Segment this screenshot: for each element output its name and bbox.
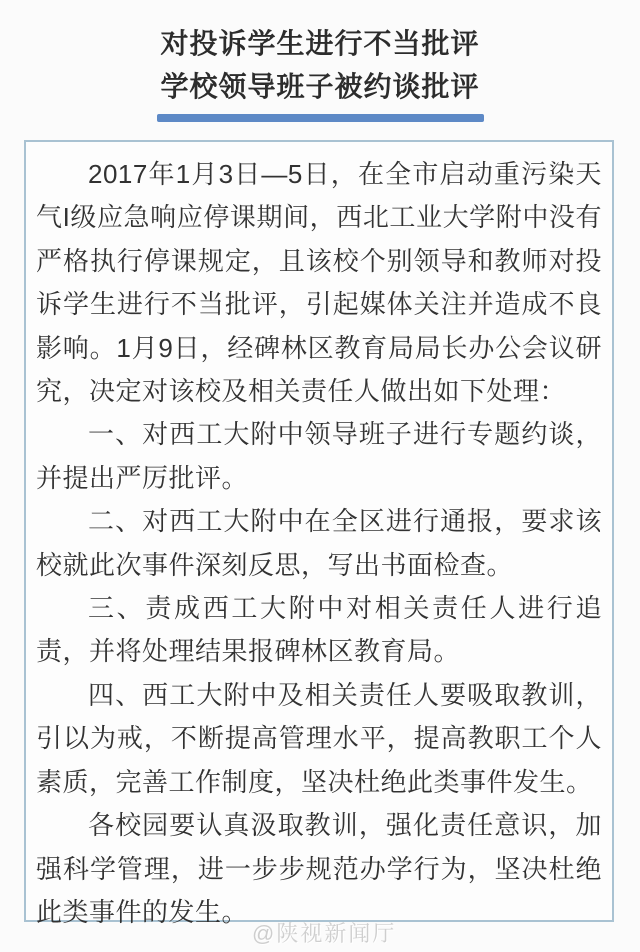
title-line-2: 学校领导班子被约谈批评 [160,71,480,102]
notice-paragraph-item-4: 四、西工大附中及相关责任人要吸取教训，引以为戒，不断提高管理水平，提高教职工个人素质，完善工作制度，坚决杜绝此类事件发生。 [36,679,602,797]
notice-paragraph-item-2: 二、对西工大附中在全区进行通报，要求该校就此次事件深刻反思，写出书面检查。 [36,506,602,580]
page-title [0,0,640,108]
notice-paragraph-closing: 各校园要认真汲取教训，强化责任意识，加强科学管理，进一步步规范办学行为，坚决杜绝此类事件的发生。 [36,810,602,927]
notice-paragraph-item-3: 三、责成西工大附中对相关责任人进行追责，并将处理结果报碑林区教育局。 [36,593,602,667]
title-underline [157,114,484,122]
notice-paragraph-item-1: 一、对西工大附中领导班子进行专题约谈，并提出严厉批评。 [36,419,602,493]
notice-body-box [24,140,614,927]
watermark-credit: @陕视新闻厅 [252,921,397,946]
notice-paragraph-intro: 2017年1月3日—5日，在全市启动重污染天气I级应急响应停课期间，西北工业大学附中没有严格执行停课规定，且该校个别领导和教师对投诉学生进行不当批评，引起媒体关注并造成不良影响。1月9日，经碑林区教育局局长办公会议研究，决定对该校及相关责任人做出如下处理： [36,159,602,407]
title-line-1: 对投诉学生进行不当批评 [160,28,480,59]
